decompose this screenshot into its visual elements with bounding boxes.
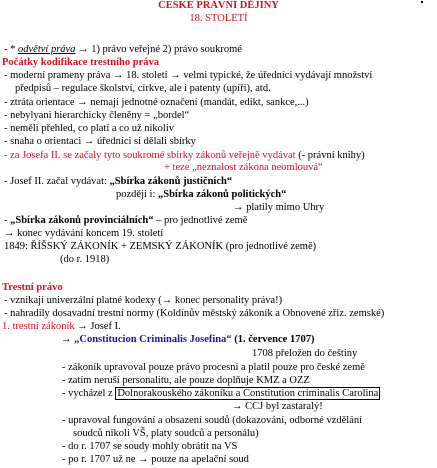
constitucion-date: (1. července 1707) — [231, 334, 315, 345]
text-line: soudců nikoli VŠ, platy soudců a personálu) — [73, 428, 259, 439]
boxed-sources: Dolnorakouského zákoníku a Constitution criminalis Carolina — [117, 388, 379, 399]
text-line: - do r. 1707 se soudy mohly obrátit na VS — [62, 441, 238, 452]
criminal-law-heading: Trestní právo — [2, 282, 63, 293]
text-span: - vycházel z — [62, 388, 116, 399]
sources-line — [62, 388, 380, 401]
branches-rest: → 1) právo veřejné 2) právo soukromé — [75, 44, 242, 55]
josef-collections-line — [4, 150, 365, 163]
provincial-collection: „Sbírka zákonů provinciálních“ — [10, 215, 154, 226]
text-line: (do r. 1918) — [60, 254, 110, 265]
text-line: → CCJ byl zastaralý! — [232, 401, 323, 412]
judicial-collection: „Sbírka zákonů justičních“ — [109, 176, 233, 187]
text-line: - snaha o orientaci → úředníci si dělali sbírky — [4, 136, 196, 147]
codification-heading: Počátky kodifikace trestního práva — [2, 57, 160, 68]
text-span: - Josef II. začal vydávat: — [4, 176, 110, 187]
text-line: - ztráta orientace → nemají jednotné označení (mandát, edikt, sankce,...) — [4, 97, 309, 108]
text-line: - zákoník upravoval pouze právo procesní a platil pouze pro české země — [62, 362, 365, 373]
constitucion-criminalis-josefina: „Constitucion Criminalis Josefina“ — [74, 334, 232, 345]
josef-collections-red: - za Josefa II. se začaly tyto soukromé sbírky zákonů veřejně vydávat — [4, 150, 296, 161]
branches-prefix: - * — [4, 44, 18, 55]
text-line: - zatím neruší personalitu, ale pouze doplňuje KMZ a OZZ — [62, 375, 310, 386]
text-line: předpisů – regulace školství, církve, ale i patenty (upíři), atd. — [15, 83, 271, 94]
text-line: - nebylyani hierarchicky členěny = „bordel“ — [4, 110, 190, 121]
text-line: - neměli přehled, co platí a co už nikoliv — [4, 123, 174, 134]
text-span: → — [61, 334, 75, 345]
document-subtitle: 18. STOLETÍ — [189, 13, 248, 24]
ignorance-of-law-thesis: + teze „neznalost zákona neomlouvá“ — [164, 162, 323, 173]
text-line: → platily mimo Uhry — [233, 202, 325, 213]
first-criminal-code-line — [2, 321, 121, 334]
josef-publishing-line — [4, 176, 232, 189]
text-line: 1849: ŘÍŠSKÝ ZÁKONÍK + ZEMSKÝ ZÁKONÍK (pro jednotlivé země) — [4, 241, 317, 252]
first-criminal-code: 1. trestní zákoník — [2, 321, 75, 332]
branches-term: odvětví práva — [18, 44, 76, 55]
provincial-collection-line — [4, 215, 247, 228]
branches-of-law-line — [4, 44, 242, 57]
text-line: - moderní prameny práva → 18. století → velmi typické, že úředníci vydávají množství — [4, 70, 373, 81]
document-title: ČESKÉ PRÁVNÍ DĚJINY — [158, 0, 279, 11]
political-collection: „Sbírka zákonů politických“ — [158, 189, 287, 200]
text-span: → Josef I. — [74, 321, 121, 332]
legal-books-note: (- právní knihy) — [295, 150, 365, 161]
text-line: → konec vydávání koncem 19. století — [4, 228, 164, 239]
political-collection-line — [116, 189, 286, 202]
text-line: - upravoval fungování a obsazení soudů (dokazování, odborné vzdělání — [62, 415, 363, 426]
text-line: - vznikají univerzální platné kodexy (→ konec personality práva!) — [4, 295, 283, 306]
text-span: - — [4, 215, 11, 226]
text-line: - po r. 1707 už ne → pouze na apelační soud — [62, 454, 249, 465]
text-line: 1708 přeložen do češtiny — [252, 348, 358, 359]
constitucion-line — [61, 334, 314, 347]
text-line: - nahradily dosavadní trestní normy (Koldínův městský zákoník a Obnovené zřiz. zemské) — [4, 308, 385, 319]
text-span: později i: — [116, 189, 158, 200]
text-span: – pro jednotlivé země — [153, 215, 248, 226]
